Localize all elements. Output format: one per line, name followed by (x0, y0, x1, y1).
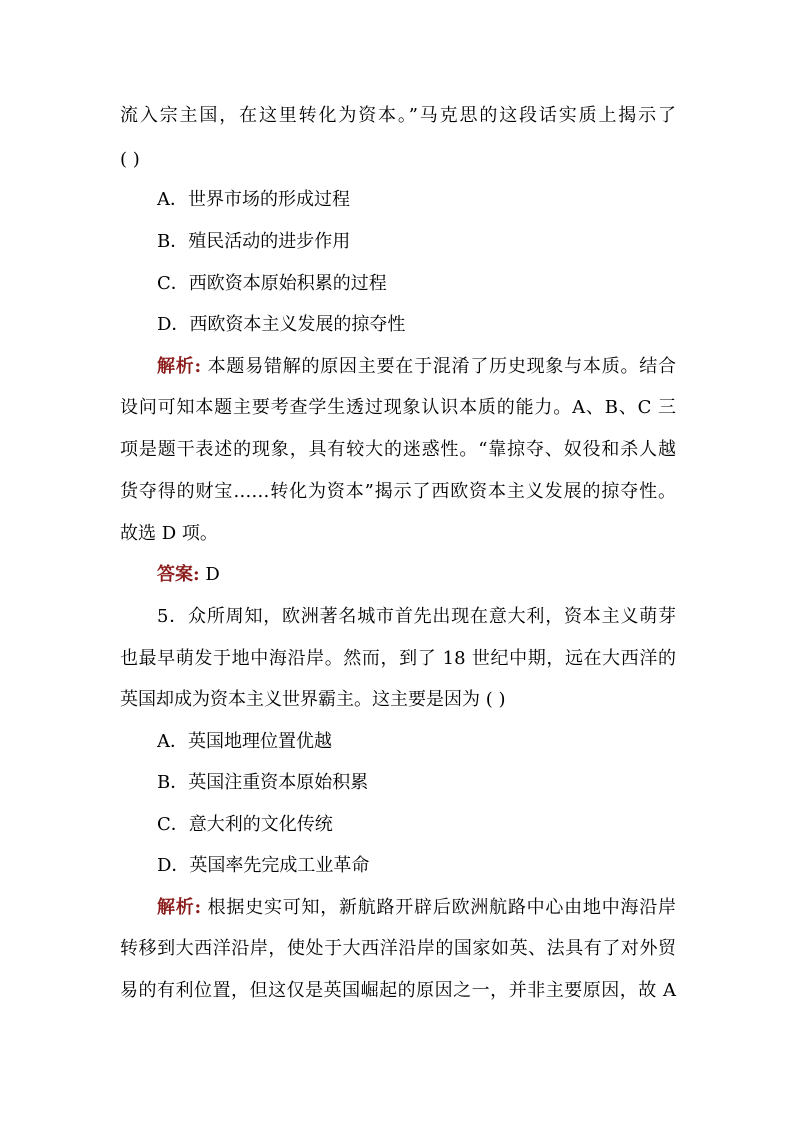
q4-option-b: B．殖民活动的进步作用 (157, 231, 351, 252)
q5-stem-line-3: 英国却成为资本主义世界霸主。这主要是因为 ( ) (120, 689, 506, 710)
q4-option-c: C．西欧资本原始积累的过程 (157, 273, 387, 294)
q4-analysis-first-line (157, 355, 676, 379)
q4-answer-value: D (205, 564, 220, 585)
q4-analysis-line-3: 项是题干表述的现象，具有较大的迷惑性。“靠掠夺、奴役和杀人越 (120, 439, 676, 460)
q5-analysis-first-line (157, 896, 676, 920)
q4-answer-row (157, 563, 220, 587)
q5-analysis-line-3: 易的有利位置，但这仅是英国崛起的原因之一，并非主要原因，故 A (120, 980, 676, 1001)
q4-answer-label: 答案: (157, 564, 200, 585)
q4-stem-tail: 流入宗主国，在这里转化为资本。”马克思的这段话实质上揭示了 (120, 105, 676, 126)
q4-analysis-line-2: 设问可知本题主要考查学生透过现象认识本质的能力。A、B、C 三 (120, 397, 676, 418)
q5-stem-line-1: 5．众所周知，欧洲著名城市首先出现在意大利，资本主义萌芽 (157, 606, 676, 627)
q5-option-a: A．英国地理位置优越 (157, 731, 332, 752)
q5-stem-line-2: 也最早萌发于地中海沿岸。然而，到了 18 世纪中期，远在大西洋的 (120, 648, 676, 669)
q4-analysis-line-5: 故选 D 项。 (120, 523, 218, 544)
q4-analysis-line-4: 货夺得的财宝……转化为资本”揭示了西欧资本主义发展的掠夺性。 (120, 481, 676, 502)
q4-option-a: A．世界市场的形成过程 (157, 189, 350, 210)
q4-analysis-label: 解析: (157, 356, 202, 377)
q5-analysis-line-2: 转移到大西洋沿岸，使处于大西洋沿岸的国家如英、法具有了对外贸 (120, 938, 676, 959)
q5-analysis-label: 解析: (157, 897, 202, 918)
q5-analysis-line-1: 根据史实可知，新航路开辟后欧洲航路中心由地中海沿岸 (207, 897, 676, 918)
q4-analysis-line-1: 本题易错解的原因主要在于混淆了历史现象与本质。结合 (207, 356, 676, 377)
q4-option-d: D．西欧资本主义发展的掠夺性 (157, 314, 406, 335)
q5-option-b: B．英国注重资本原始积累 (157, 772, 369, 793)
q4-answer-blank: ( ) (120, 149, 140, 170)
q5-option-d: D．英国率先完成工业革命 (157, 855, 370, 876)
q5-option-c: C．意大利的文化传统 (157, 814, 333, 835)
